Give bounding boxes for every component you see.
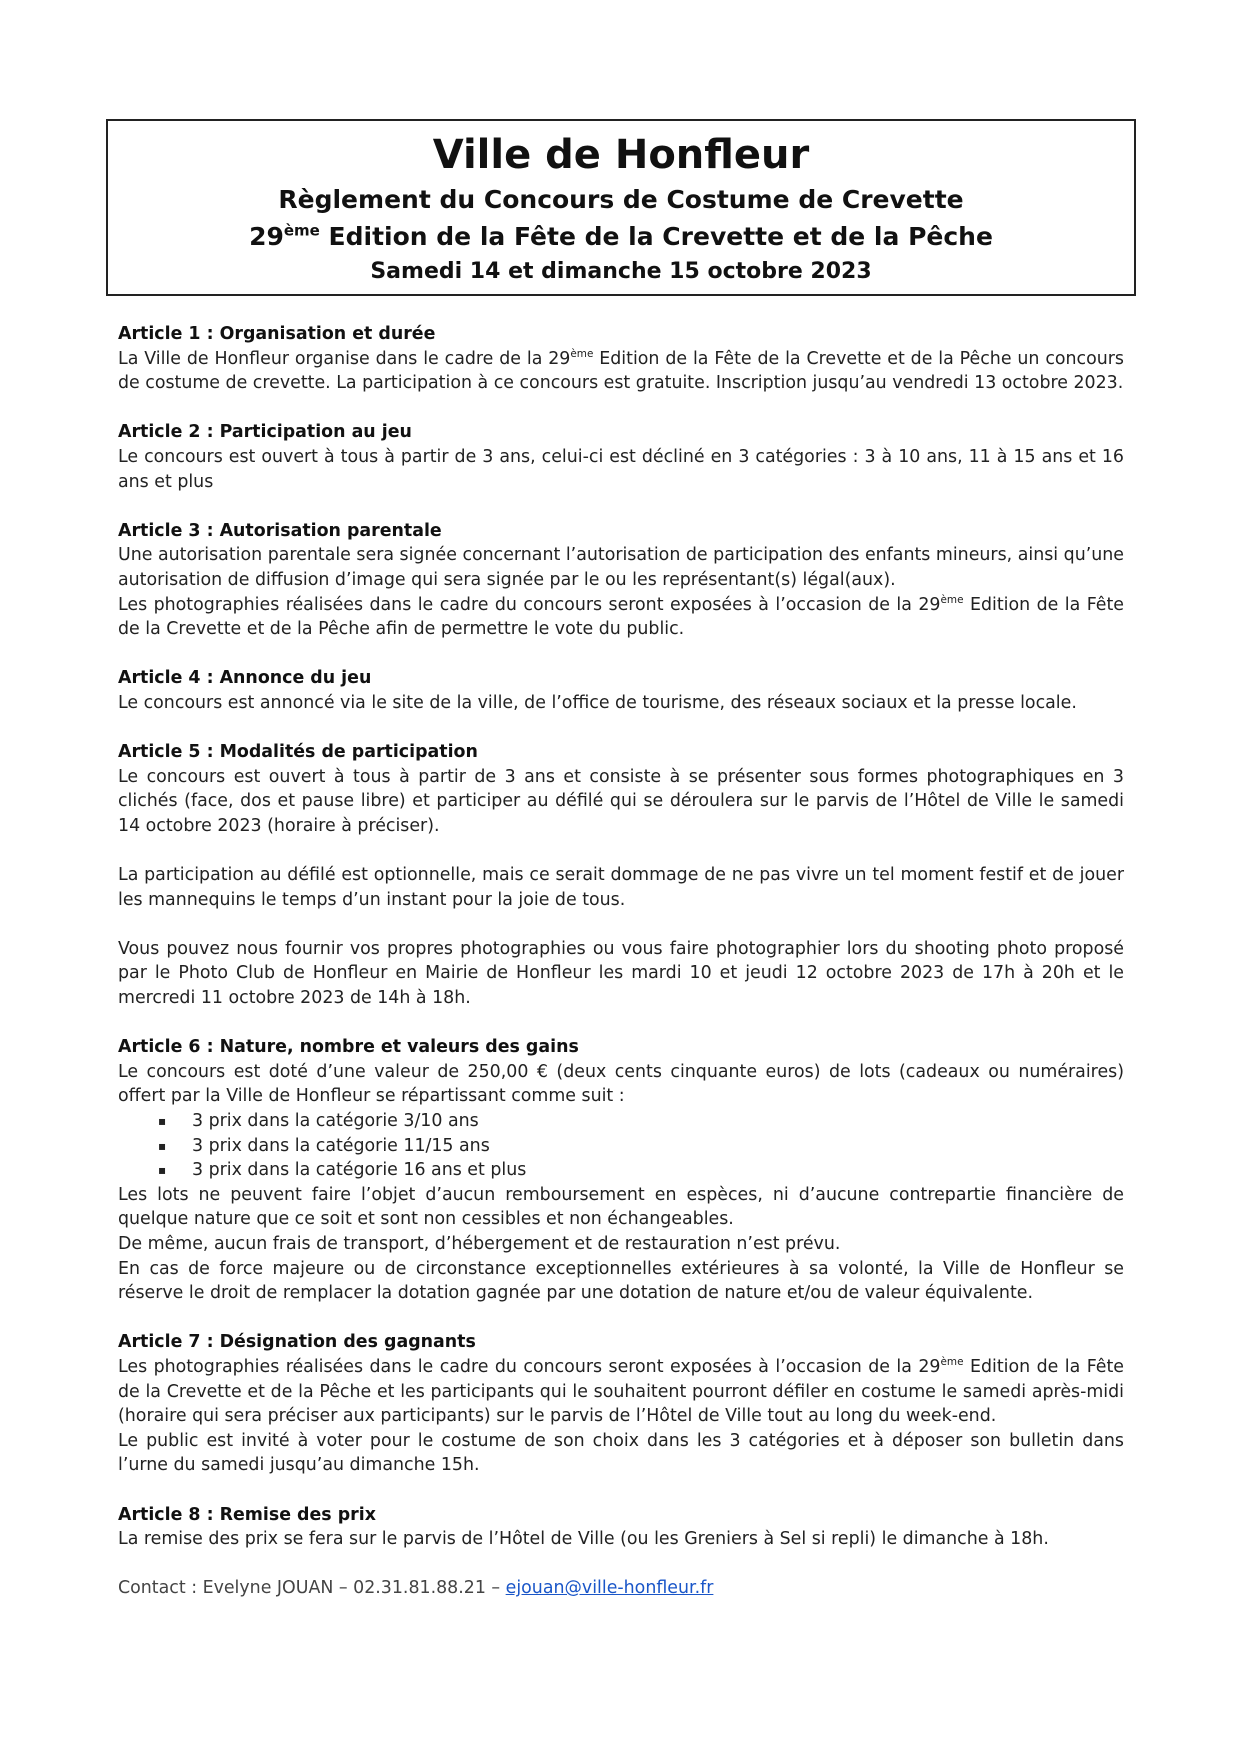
contact-label: Contact : Evelyne JOUAN – 02.31.81.88.21 – (118, 1578, 506, 1599)
article-6-text-3: De même, aucun frais de transport, d’hébergement et de restauration n’est prévu. (118, 1233, 841, 1254)
rules-content (118, 322, 1124, 1601)
article-8-text: La remise des prix se fera sur le parvis de l’Hôtel de Ville (ou les Greniers à Sel si repli) le dimanche à 18h. (118, 1529, 1049, 1550)
rules-subtitle: Règlement du Concours de Costume de Crevette (278, 185, 964, 214)
article-3-text: Une autorisation parentale sera signée concernant l’autorisation de participation des enfants mineurs, ainsi qu’une autorisation de diffusion d’image qui sera signée par le ou les représentant(s) légal(aux). (118, 545, 1124, 590)
event-dates: Samedi 14 et dimanche 15 octobre 2023 (370, 259, 872, 284)
article-2-title: Article 2 : Participation au jeu (118, 422, 412, 443)
title-box (106, 119, 1136, 296)
article-1-title: Article 1 : Organisation et durée (118, 324, 436, 344)
article-2-text: Le concours est ouvert à tous à partir de 3 ans, celui-ci est décliné en 3 catégories : 3 à 10 ans, 11 à 15 ans et 16 ans et plus (118, 446, 1124, 492)
article-8-title: Article 8 : Remise des prix (118, 1504, 376, 1525)
prize-text: 3 prix dans la catégorie 11/15 ans (192, 1135, 490, 1156)
prize-text: 3 prix dans la catégorie 3/10 ans (192, 1111, 479, 1131)
article-3-text-part: Les photographies réalisées dans le cadre du concours seront exposées à l’occasion de la 29 (118, 594, 941, 615)
article-1-text (118, 347, 1124, 396)
page-title: Ville de Honfleur (432, 132, 810, 178)
article-5-title: Article 5 : Modalités de participation (118, 742, 478, 763)
edition-text: Edition de la Fête de la Crevette et de la Pêche (319, 222, 993, 251)
article-5-text-2: La participation au défilé est optionnelle, mais ce serait dommage de ne pas vivre un tel moment festif et de jouer les mannequins le temps d’un instant pour la joie de tous. (118, 865, 1124, 910)
article-6 (118, 1035, 1124, 1306)
article-5-text-3: Vous pouvez nous fournir vos propres photographies ou vous faire photographier lors du shooting photo proposé par le Photo Club de Honfleur en Mairie de Honfleur les mardi 10 et jeudi 12 octobre 2023 de 17h à 20h et le mercredi 11 octobre 2023 de 14h à 18h. (118, 938, 1124, 1009)
article-3-superscript: ème (940, 593, 964, 606)
article-4-title: Article 4 : Annonce du jeu (118, 668, 372, 689)
article-3-text-part: Edition de la Fête de la Crevette et de la Pêche afin de permettre le vote du public. (118, 594, 1124, 640)
article-6-text-2: Les lots ne peuvent faire l’objet d’aucun remboursement en espèces, ni d’aucune contrepartie financière de quelque nature que ce soit et sont non cessibles et non échangeables. (118, 1184, 1124, 1230)
article-7-title: Article 7 : Désignation des gagnants (118, 1332, 476, 1353)
edition-line (108, 218, 1134, 255)
bullet-icon: ▪ (158, 1163, 167, 1178)
article-5 (118, 740, 1124, 1011)
bullet-icon: ▪ (158, 1114, 167, 1128)
article-3-text-2 (118, 593, 1124, 642)
article-6-title: Article 6 : Nature, nombre et valeurs des gains (118, 1037, 579, 1058)
article-2 (118, 420, 1124, 494)
article-1-superscript: ème (570, 347, 594, 360)
article-1-text-part: Edition de la Fête de la Crevette et de la Pêche un concours de costume de crevette. La participation à ce concours est gratuite. Inscription jusqu’au vendredi 13 octobre 2023. (118, 348, 1124, 394)
article-6-text-4: En cas de force majeure ou de circonstance exceptionnelles extérieures à sa volonté, la Ville de Honfleur se réserve le droit de remplacer la dotation gagnée par une dotation de nature et/ou de valeur équivalente. (118, 1258, 1124, 1304)
prize-text: 3 prix dans la catégorie 16 ans et plus (192, 1160, 527, 1181)
list-item (158, 1134, 1124, 1159)
article-6-text: Le concours est doté d’une valeur de 250,00 € (deux cents cinquante euros) de lots (cadeaux ou numéraires) offert par la Ville de Honfleur se répartissant comme suit : (118, 1061, 1124, 1107)
article-7-text-2: Le public est invité à voter pour le costume de son choix dans les 3 catégories et à déposer son bulletin dans l’urne du samedi jusqu’au dimanche 15h. (118, 1430, 1124, 1476)
article-8 (118, 1503, 1124, 1552)
article-3 (118, 519, 1124, 642)
article-7-superscript: ème (940, 1356, 964, 1369)
contact-email-link[interactable]: ejouan@ville-honfleur.fr (505, 1578, 714, 1599)
article-7 (118, 1330, 1124, 1478)
list-item (158, 1158, 1124, 1183)
article-3-title: Article 3 : Autorisation parentale (118, 520, 442, 541)
edition-number: 29 (249, 222, 284, 251)
article-7-text-part: Les photographies réalisées dans le cadre du concours seront exposées à l’occasion de la 29 (118, 1356, 941, 1377)
article-1-text-part: La Ville de Honfleur organise dans le cadre de la 29 (118, 348, 571, 369)
edition-superscript: ème (283, 221, 320, 240)
article-7-text (118, 1355, 1124, 1429)
article-1 (118, 322, 1124, 396)
list-item (158, 1109, 1124, 1134)
contact-line (118, 1576, 1124, 1601)
article-4-text: Le concours est annoncé via le site de la ville, de l’office de tourisme, des réseaux sociaux et la presse locale. (118, 692, 1077, 713)
article-4 (118, 666, 1124, 715)
article-7-text-part: Edition de la Fête de la Crevette et de la Pêche et les participants qui le souhaitent pourront défiler en costume le samedi après-midi (horaire qui sera préciser aux participants) sur le parvis de l’Hôtel de Ville tout au long du week-end. (118, 1356, 1124, 1427)
article-5-text: Le concours est ouvert à tous à partir de 3 ans et consiste à se présenter sous formes photographiques en 3 clichés (face, dos et pause libre) et participer au défilé qui se déroulera sur le parvis de l’Hôtel de Ville le samedi 14 octobre 2023 (horaire à préciser). (118, 766, 1124, 836)
bullet-icon: ▪ (158, 1138, 167, 1153)
prize-list (118, 1109, 1124, 1183)
